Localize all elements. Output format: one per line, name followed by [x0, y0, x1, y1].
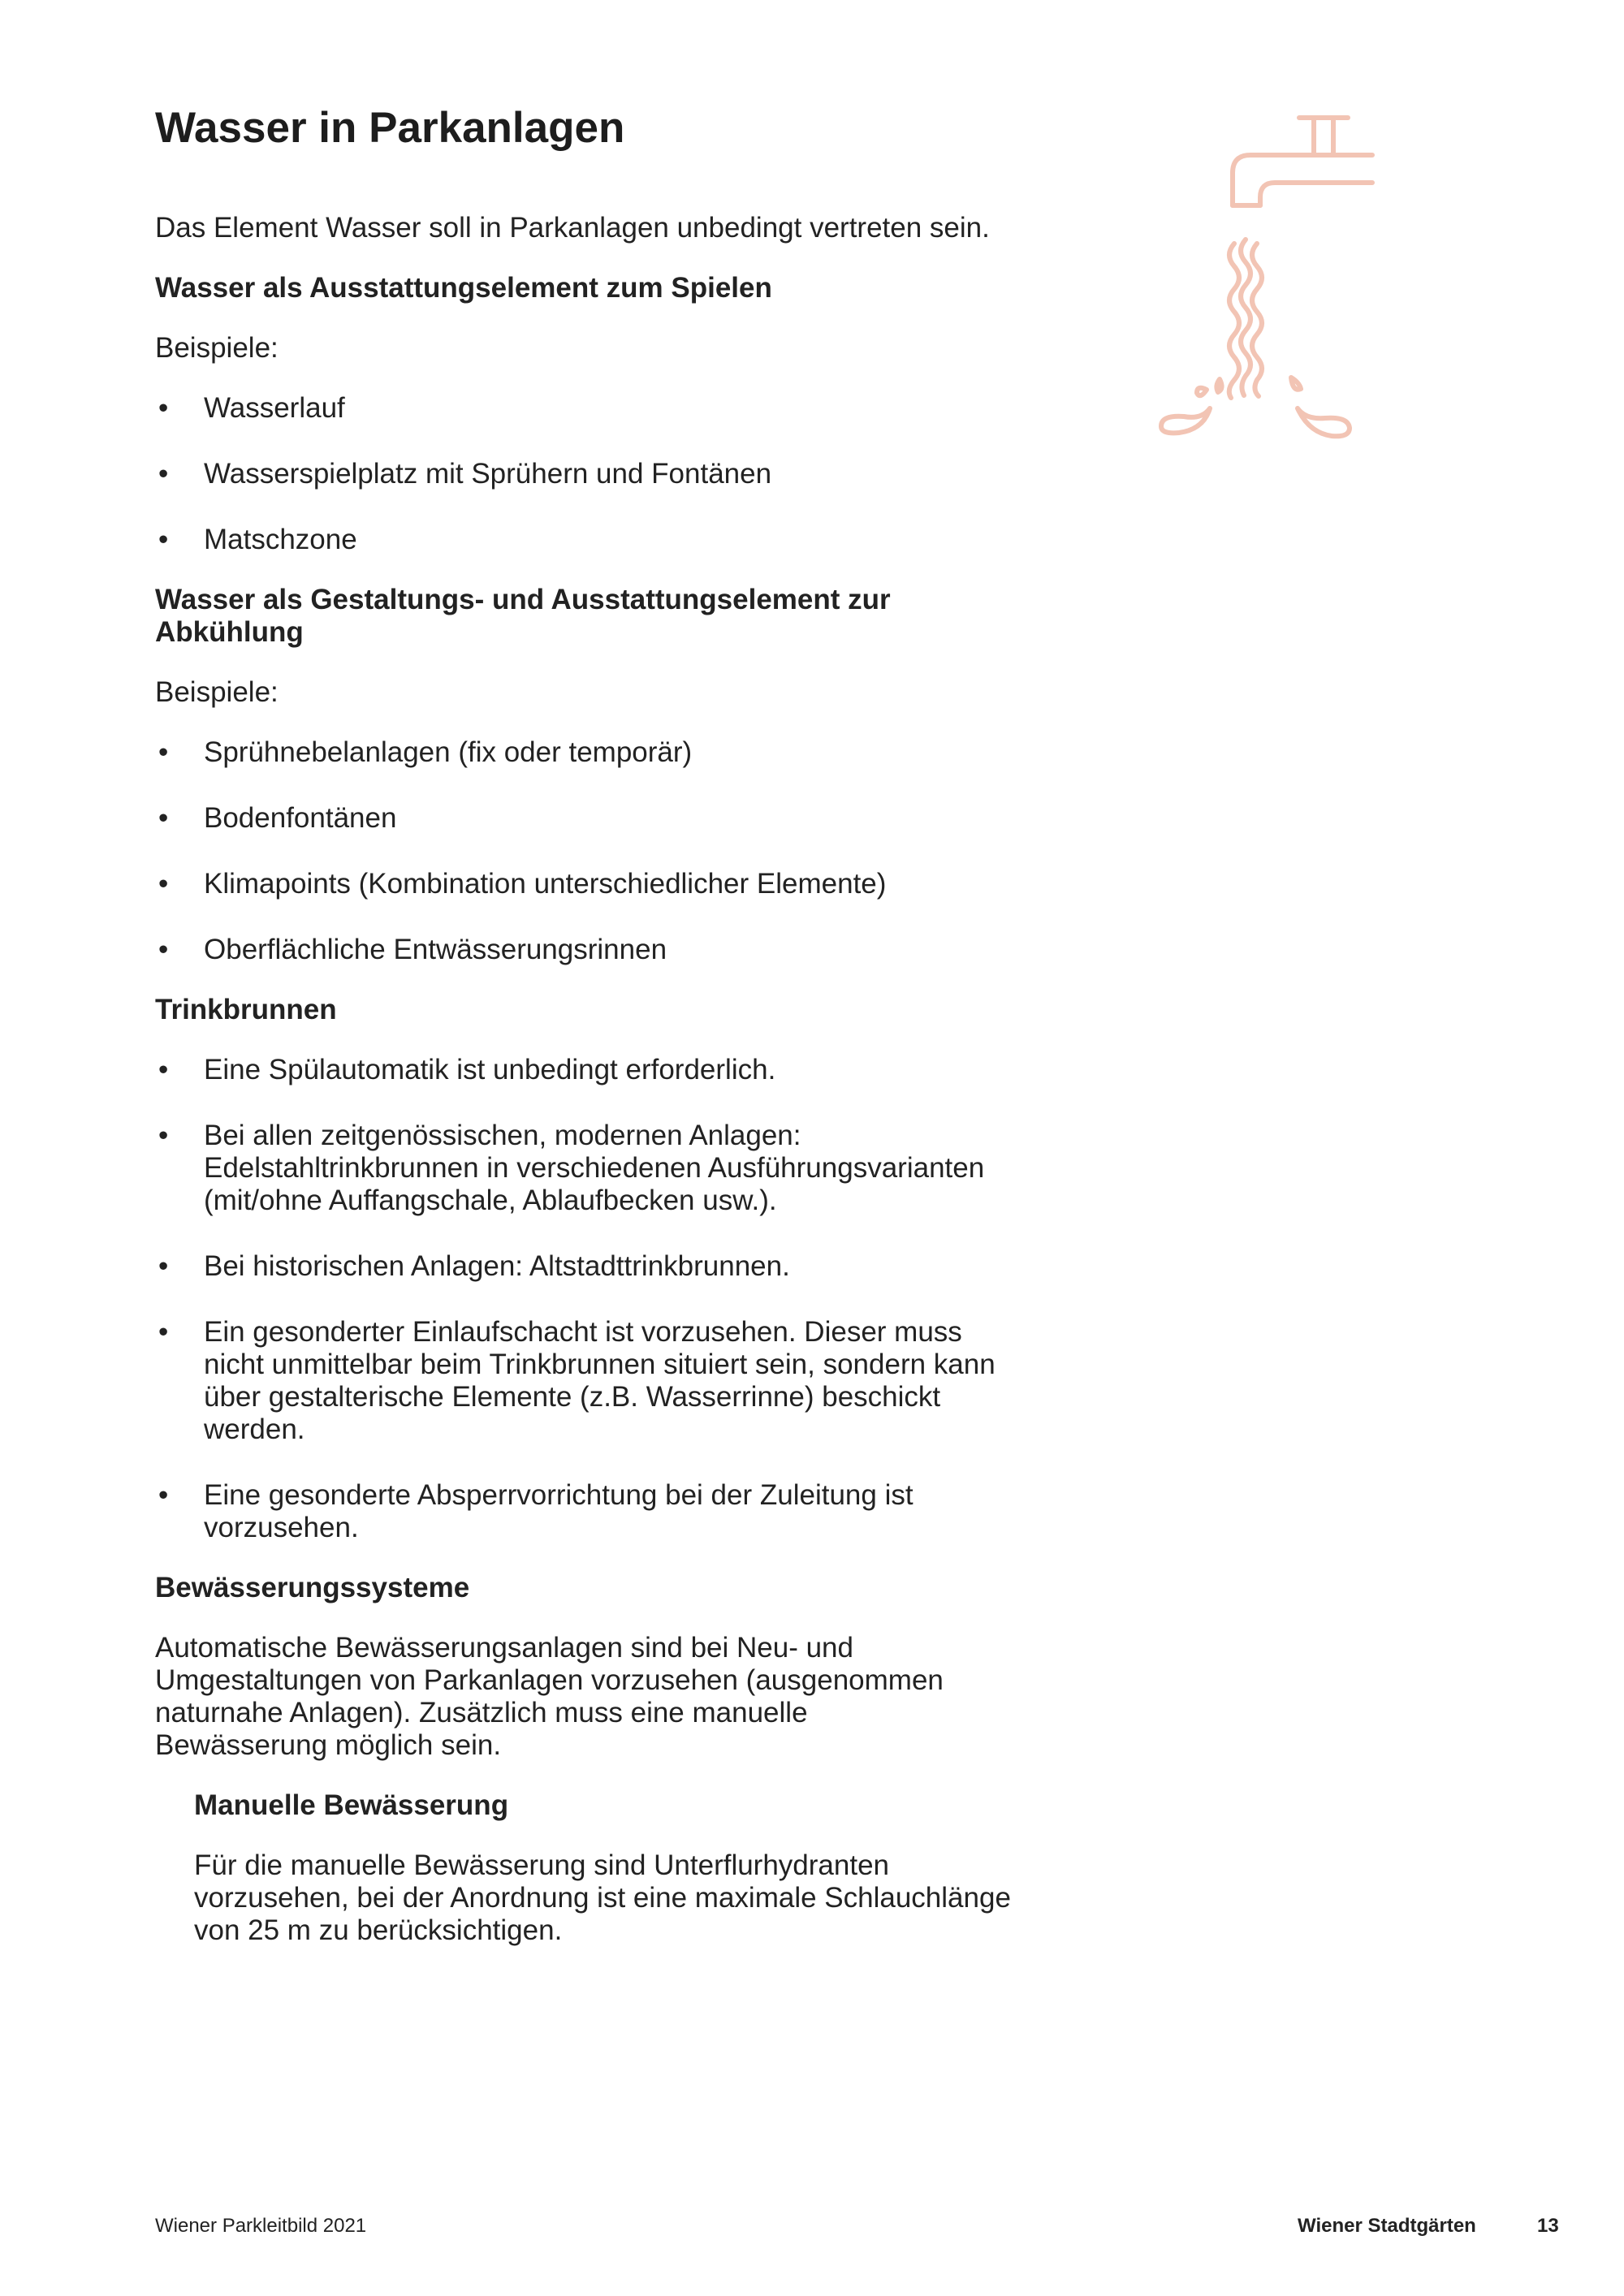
- list-item: • Eine gesonderte Absperrvorrichtung bei der Zuleitung ist vorzusehen.: [155, 1479, 1024, 1544]
- list-item: • Eine Spülautomatik ist unbedingt erforderlich.: [155, 1054, 1024, 1086]
- page-number: 13: [1537, 2215, 1559, 2237]
- list-item: • Wasserlauf: [155, 392, 1032, 425]
- water-tap-icon: [1153, 110, 1380, 451]
- list-spielen: [155, 392, 1032, 556]
- manuell-subsection: [155, 1789, 1032, 1947]
- page-title: Wasser in Parkanlagen: [155, 104, 625, 152]
- list-item: • Wasserspielplatz mit Sprühern und Fontänen: [155, 458, 1032, 490]
- list-item: • Bei allen zeitgenössischen, modernen Anlagen: Edelstahltrinkbrunnen in verschiedenen Ausführungsvarianten (mit/ohne Auffangschale, Ablaufbecken usw.).: [155, 1120, 1024, 1217]
- section-heading-spielen: Wasser als Ausstattungselement zum Spielen: [155, 271, 772, 304]
- list-item: • Oberflächliche Entwässerungsrinnen: [155, 934, 1032, 966]
- list-item: • Sprühnebelanlagen (fix oder temporär): [155, 736, 1032, 769]
- subsection-heading-manuell: Manuelle Bewässerung: [194, 1789, 509, 1821]
- list-item: • Ein gesonderter Einlaufschacht ist vorzusehen. Dieser muss nicht unmittelbar beim Trinkbrunnen situiert sein, sondern kann über gestalterische Elemente (z.B. Wasserrinne) beschickt werden.: [155, 1316, 1024, 1446]
- list-item: • Bodenfontänen: [155, 802, 1032, 835]
- list-trinkbrunnen: [155, 1054, 1024, 1544]
- section-heading-abkuehlung: Wasser als Gestaltungs- und Ausstattungselement zur Abkühlung: [155, 583, 891, 648]
- main-content: [155, 104, 1032, 1974]
- intro-paragraph: Das Element Wasser soll in Parkanlagen unbedingt vertreten sein.: [155, 211, 990, 244]
- bewaesserung-paragraph: Automatische Bewässerungsanlagen sind bei Neu- und Umgestaltungen von Parkanlagen vorzusehen (ausgenommen naturnahe Anlagen). Zusätzlich muss eine manuelle Bewässerung möglich sein.: [155, 1631, 944, 1761]
- list-item: • Klimapoints (Kombination unterschiedlicher Elemente): [155, 868, 1032, 900]
- examples-lead: Beispiele:: [155, 675, 279, 708]
- manuell-paragraph: Für die manuelle Bewässerung sind Unterflurhydranten vorzusehen, bei der Anordnung ist eine maximale Schlauchlänge von 25 m zu berücksichtigen.: [194, 1849, 1011, 1946]
- footer-publication: Wiener Parkleitbild 2021: [155, 2215, 367, 2237]
- section-heading-bewaesserung: Bewässerungssysteme: [155, 1571, 470, 1603]
- section-heading-trinkbrunnen: Trinkbrunnen: [155, 993, 337, 1025]
- footer-organization: Wiener Stadtgärten: [1298, 2215, 1476, 2237]
- examples-lead: Beispiele:: [155, 331, 279, 364]
- list-abkuehlung: [155, 736, 1032, 966]
- list-item: • Matschzone: [155, 524, 1032, 556]
- list-item: • Bei historischen Anlagen: Altstadttrinkbrunnen.: [155, 1250, 1024, 1283]
